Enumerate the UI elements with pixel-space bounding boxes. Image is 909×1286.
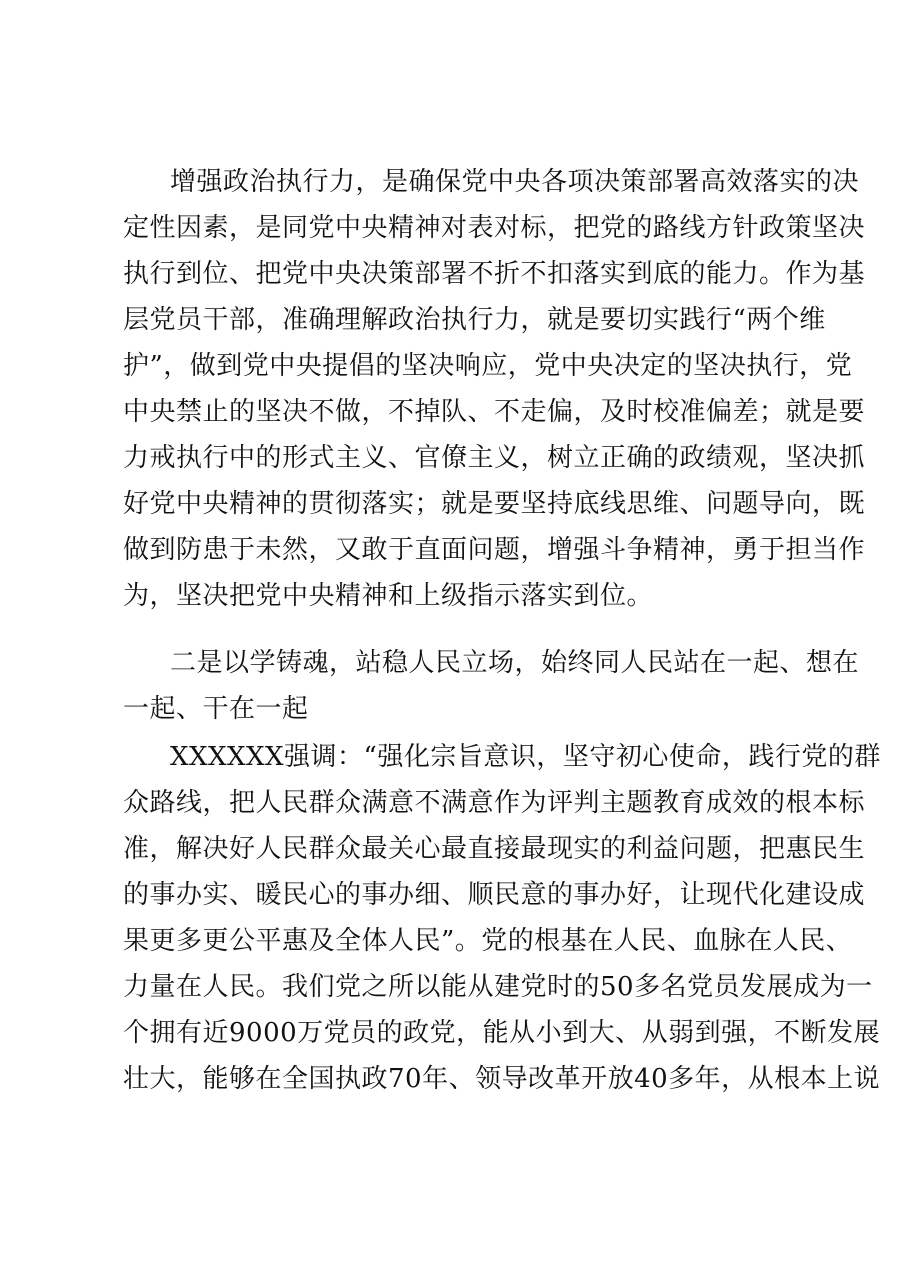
paragraph-2-line-4: 的事办实、暖民心的事办细、顺民意的事办好，让现代化建设成 — [123, 880, 866, 910]
paragraph-2-line-1: XXXXXX强调：“强化宗旨意识，坚守初心使命，践行党的群 — [170, 742, 881, 772]
paragraph-1-line-9: 做到防患于未然，又敢于直面问题，增强斗争精神，勇于担当作 — [123, 535, 866, 565]
heading-2-line-1: 二是以学铸魂，站稳人民立场，始终同人民站在一起、想在 — [170, 648, 860, 678]
paragraph-1-line-10: 为，坚决把党中央精神和上级指示落实到位。 — [123, 581, 654, 611]
paragraph-2-line-8: 壮大，能够在全国执政70年、领导改革开放40多年，从根本上说 — [123, 1064, 881, 1094]
paragraph-1-line-8: 好党中央精神的贯彻落实；就是要坚持底线思维、问题导向，既 — [123, 489, 866, 519]
paragraph-1-line-2: 定性因素，是同党中央精神对表对标，把党的路线方针政策坚决 — [123, 213, 866, 243]
paragraph-1-line-3: 执行到位、把党中央决策部署不折不扣落实到底的能力。作为基 — [123, 259, 866, 289]
paragraph-2-line-3: 准，解决好人民群众最关心最直接最现实的利益问题，把惠民生 — [123, 834, 866, 864]
paragraph-2-line-7: 个拥有近9000万党员的政党，能从小到大、从弱到强，不断发展 — [123, 1018, 881, 1048]
paragraph-1-line-6: 中央禁止的坚决不做，不掉队、不走偏，及时校准偏差；就是要 — [123, 397, 866, 427]
paragraph-2-line-5: 果更多更公平惠及全体人民”。党的根基在人民、血脉在人民、 — [123, 926, 853, 956]
paragraph-2-line-2: 众路线，把人民群众满意不满意作为评判主题教育成效的根本标 — [123, 788, 866, 818]
paragraph-1-line-1: 增强政治执行力，是确保党中央各项决策部署高效落实的决 — [170, 167, 860, 197]
paragraph-1-line-7: 力戒执行中的形式主义、官僚主义，树立正确的政绩观，坚决抓 — [123, 443, 866, 473]
paragraph-1-line-4: 层党员干部，准确理解政治执行力，就是要切实践行“两个维 — [123, 305, 826, 335]
paragraph-2-line-6: 力量在人民。我们党之所以能从建党时的50多名党员发展成为一 — [123, 972, 873, 1002]
heading-2-line-2: 一起、干在一起 — [123, 694, 309, 724]
paragraph-1-line-5: 护”，做到党中央提倡的坚决响应，党中央决定的坚决执行，党 — [123, 351, 853, 381]
